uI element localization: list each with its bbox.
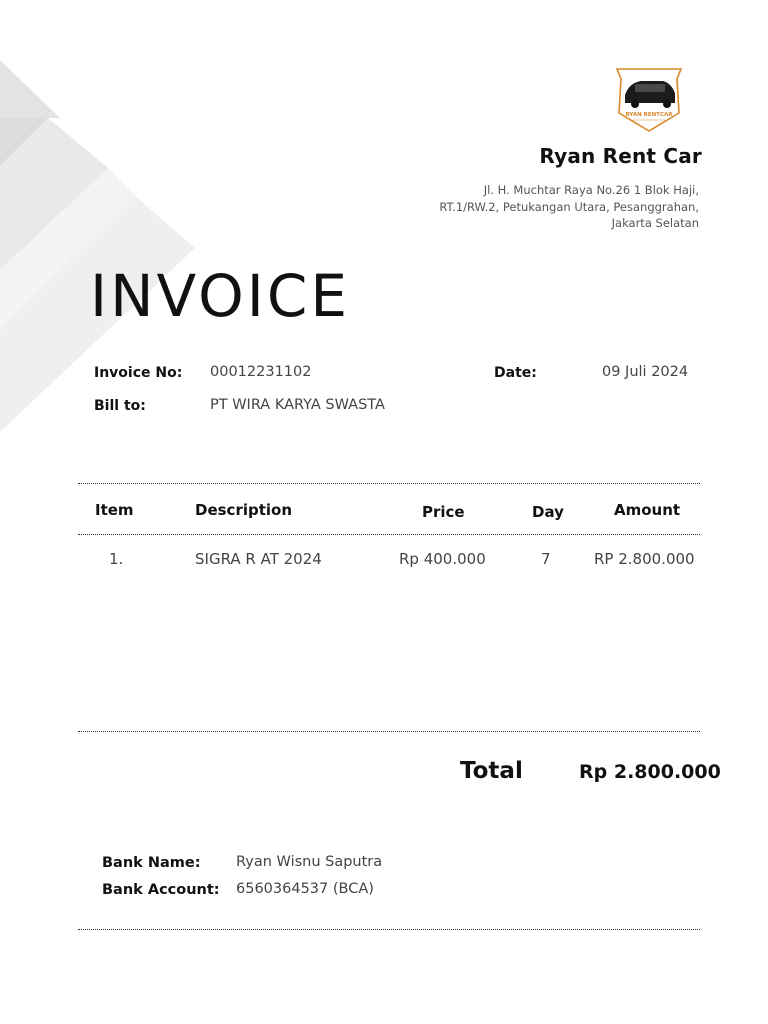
cell-day: 7	[541, 550, 551, 568]
table-bottom-divider	[78, 731, 700, 732]
background-decoration	[0, 0, 240, 460]
cell-price: Rp 400.000	[399, 550, 486, 568]
table-header-divider	[78, 534, 700, 535]
logo-text: RYAN RENTCAR	[625, 112, 673, 118]
bank-name-value: Ryan Wisnu Saputra	[236, 854, 383, 870]
address-line: Jl. H. Muchtar Raya No.26 1 Blok Haji,	[483, 183, 699, 197]
bank-name-label: Bank Name:	[102, 855, 201, 871]
total-value: Rp 2.800.000	[579, 761, 721, 783]
cell-item: 1.	[109, 550, 124, 568]
column-header-price: Price	[422, 503, 465, 521]
address-line: RT.1/RW.2, Petukangan Utara, Pesanggrahan,	[439, 199, 699, 214]
bank-account-value: 6560364537 (BCA)	[236, 881, 374, 897]
bill-to-label: Bill to:	[94, 398, 146, 414]
document-title: INVOICE	[90, 262, 351, 330]
footer-divider	[78, 929, 700, 930]
cell-description: SIGRA R AT 2024	[195, 550, 322, 568]
bank-account-label: Bank Account:	[102, 882, 220, 898]
total-label: Total	[460, 758, 523, 784]
date-label: Date:	[494, 365, 537, 381]
date-value: 09 Juli 2024	[602, 364, 689, 380]
company-address	[399, 182, 699, 232]
address-line: Jakarta Selatan	[611, 216, 699, 230]
invoice-no-label: Invoice No:	[94, 365, 183, 381]
column-header-amount: Amount	[614, 501, 681, 519]
company-logo	[611, 67, 687, 133]
bill-to-value: PT WIRA KARYA SWASTA	[210, 397, 385, 413]
invoice-no-value: 00012231102	[210, 364, 312, 380]
column-header-item: Item	[95, 501, 134, 519]
column-header-day: Day	[532, 503, 564, 521]
cell-amount: RP 2.800.000	[594, 550, 695, 568]
table-top-divider	[78, 483, 700, 484]
column-header-description: Description	[195, 501, 293, 519]
company-name: Ryan Rent Car	[539, 144, 702, 168]
decorative-diamonds	[0, 0, 240, 460]
